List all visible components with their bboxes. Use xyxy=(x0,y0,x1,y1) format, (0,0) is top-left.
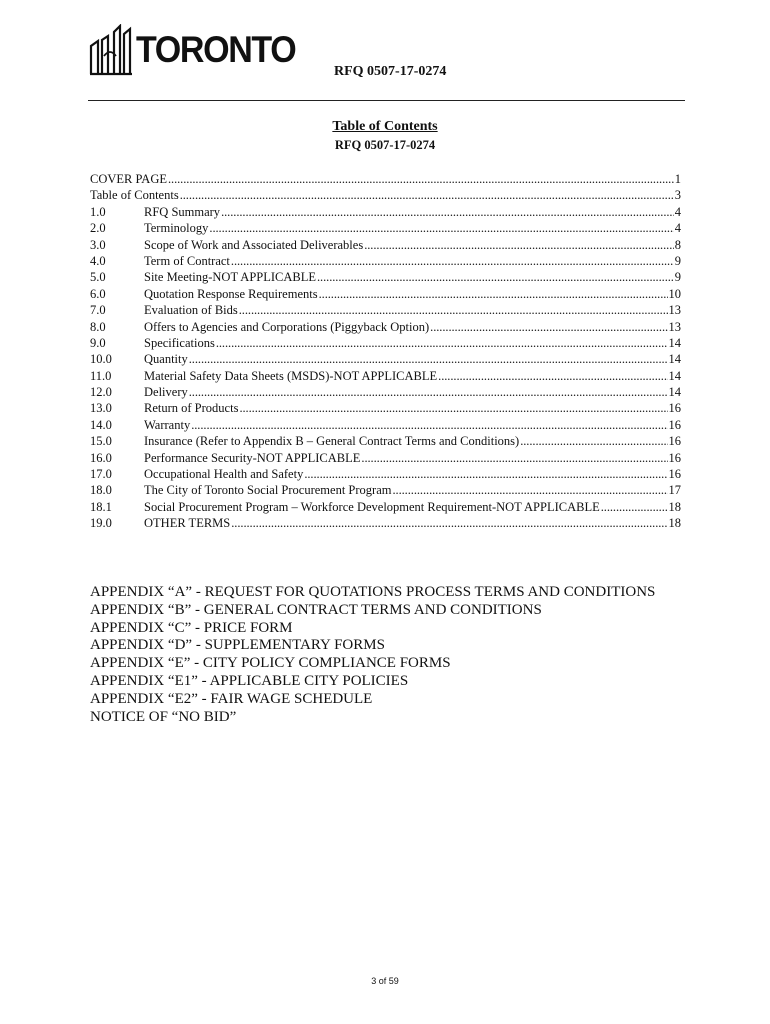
toc-entry-title: The City of Toronto Social Procurement Program xyxy=(144,483,392,498)
toc-entry-title: Social Procurement Program – Workforce Development Requirement-NOT APPLICABLE xyxy=(144,499,600,514)
toc-entry-number: 3.0 xyxy=(90,237,106,252)
appendix-item: APPENDIX “B” - GENERAL CONTRACT TERMS AND CONDITIONS xyxy=(90,601,542,618)
appendix-list xyxy=(90,584,690,726)
toc-entry-page: 16 xyxy=(668,450,681,465)
toc-entry-number: 18.0 xyxy=(90,483,112,498)
toc-entry-page: 16 xyxy=(668,401,681,416)
toc-dot-leader xyxy=(231,253,674,269)
toc-entry-number: 12.0 xyxy=(90,385,112,400)
toc-dot-leader xyxy=(168,171,674,187)
toc-entry[interactable] xyxy=(90,417,681,433)
toc-entry-page: 8 xyxy=(674,237,681,252)
toc-entry-page: 3 xyxy=(674,188,681,203)
toc-entry-title: Occupational Health and Safety xyxy=(144,467,304,482)
toc-dot-leader xyxy=(361,450,667,466)
toc-dot-leader xyxy=(221,204,674,220)
toc-entry[interactable] xyxy=(90,187,681,203)
toc-entry-title: OTHER TERMS xyxy=(144,516,231,531)
toc-entry-number: 11.0 xyxy=(90,368,112,383)
toc-entry[interactable] xyxy=(90,171,681,187)
toc-entry-title: Performance Security-NOT APPLICABLE xyxy=(144,450,361,465)
toc-dot-leader xyxy=(304,466,667,482)
toc-entry-number: 1.0 xyxy=(90,204,106,219)
toc-entry-page: 16 xyxy=(668,434,681,449)
toc-entry-title: RFQ Summary xyxy=(144,204,221,219)
toc-dot-leader xyxy=(189,384,668,400)
appendix-item: APPENDIX “C” - PRICE FORM xyxy=(90,619,293,636)
toc-entry-title: Quantity xyxy=(144,352,188,367)
toc-entry[interactable] xyxy=(90,433,681,449)
toc-dot-leader xyxy=(239,302,668,318)
toc-entry[interactable] xyxy=(90,368,681,384)
toc-entry-page: 14 xyxy=(668,368,681,383)
toc-entry-number: 9.0 xyxy=(90,335,106,350)
appendix-item: APPENDIX “E” - CITY POLICY COMPLIANCE FORMS xyxy=(90,655,451,672)
toc-entry-number: 13.0 xyxy=(90,401,112,416)
toc-subtitle: RFQ 0507-17-0274 xyxy=(334,138,436,152)
toc-entry-title: Term of Contract xyxy=(144,253,230,268)
toc-entry-number: 2.0 xyxy=(90,221,106,236)
toc-entry[interactable] xyxy=(90,450,681,466)
header-rfq-number: RFQ 0507-17-0274 xyxy=(334,64,447,79)
toc-entry[interactable] xyxy=(90,384,681,400)
appendix-item: APPENDIX “D” - SUPPLEMENTARY FORMS xyxy=(90,637,385,654)
toc-entry-title: Offers to Agencies and Corporations (Piggyback Option) xyxy=(144,319,430,334)
toc-entry-title: Table of Contents xyxy=(90,188,179,203)
toc-dot-leader xyxy=(520,433,667,449)
toc-title: Table of Contents xyxy=(332,119,438,134)
toc-entry-page: 14 xyxy=(668,335,681,350)
toc-entry-page: 17 xyxy=(668,483,681,498)
toc-entry[interactable] xyxy=(90,286,681,302)
toc-entry[interactable] xyxy=(90,220,681,236)
logo-wordmark: TORONTO xyxy=(136,29,296,70)
toc-entry-number: 4.0 xyxy=(90,253,106,268)
toc-entry-number: 16.0 xyxy=(90,450,112,465)
toc-entry-page: 16 xyxy=(668,417,681,432)
toc-dot-leader xyxy=(239,400,667,416)
toc-entry-page: 1 xyxy=(674,172,681,186)
toc-entry[interactable] xyxy=(90,253,681,269)
toc-dot-leader xyxy=(209,220,673,236)
toc-entry-title: Quotation Response Requirements xyxy=(144,286,318,301)
toc-entry[interactable] xyxy=(90,204,681,220)
appendix-item: APPENDIX “E1” - APPLICABLE CITY POLICIES xyxy=(90,672,409,689)
toc-dot-leader xyxy=(180,187,674,203)
toc-dot-leader xyxy=(189,351,668,367)
toc-entry-page: 13 xyxy=(668,303,681,318)
toc-entry-number: 7.0 xyxy=(90,303,106,318)
toc-entry-title: Scope of Work and Associated Deliverables xyxy=(144,237,364,252)
toc-entry[interactable] xyxy=(90,515,681,531)
toc-entry-number: 17.0 xyxy=(90,467,112,482)
header-divider xyxy=(88,100,685,101)
toc-entry[interactable] xyxy=(90,302,681,318)
toc-entry[interactable] xyxy=(90,351,681,367)
toc-entry-number: 6.0 xyxy=(90,286,106,301)
toc-entry[interactable] xyxy=(90,237,681,253)
toc-entry-page: 10 xyxy=(668,286,681,301)
table-of-contents xyxy=(90,171,681,532)
toc-entry-title: Delivery xyxy=(144,385,188,400)
toc-entry[interactable] xyxy=(90,269,681,285)
toc-entry-number: 8.0 xyxy=(90,319,106,334)
toc-dot-leader xyxy=(601,499,668,515)
toc-entry-page: 18 xyxy=(668,516,681,531)
toc-entry[interactable] xyxy=(90,319,681,335)
toc-entry-number: 15.0 xyxy=(90,434,112,449)
toc-entry-title: Return of Products xyxy=(144,401,239,416)
toc-entry-title: Site Meeting-NOT APPLICABLE xyxy=(144,270,316,285)
toc-entry-title: Evaluation of Bids xyxy=(144,303,238,318)
toc-entry-page: 13 xyxy=(668,319,681,334)
toc-dot-leader xyxy=(216,335,668,351)
toc-entry[interactable] xyxy=(90,335,681,351)
toc-dot-leader xyxy=(392,482,667,498)
toc-entry-page: 18 xyxy=(668,499,681,514)
toc-entry-number: 14.0 xyxy=(90,417,112,432)
toc-entry-page: 9 xyxy=(674,270,681,285)
toc-entry-title: Terminology xyxy=(144,221,209,236)
toc-entry-page: 4 xyxy=(674,221,681,236)
toc-dot-leader xyxy=(231,515,667,531)
toc-entry-number: 19.0 xyxy=(90,516,112,531)
toc-entry-title: Material Safety Data Sheets (MSDS)-NOT APPLICABLE xyxy=(144,368,438,383)
toc-entry-page: 14 xyxy=(668,385,681,400)
toc-entry-page: 16 xyxy=(668,467,681,482)
toc-entry[interactable] xyxy=(90,499,681,515)
toc-entry[interactable] xyxy=(90,466,681,482)
page-header xyxy=(88,24,685,102)
appendix-item: APPENDIX “E2” - FAIR WAGE SCHEDULE xyxy=(90,690,373,707)
toc-entry-page: 4 xyxy=(674,204,681,219)
toc-entry-title: Specifications xyxy=(144,335,215,350)
toc-entry[interactable] xyxy=(90,400,681,416)
toc-entry-number: 18.1 xyxy=(90,499,112,514)
toc-dot-leader xyxy=(430,319,667,335)
toc-entry-title: Insurance (Refer to Appendix B – General Contract Terms and Conditions) xyxy=(144,434,520,449)
toc-dot-leader xyxy=(317,269,674,285)
appendix-item: NOTICE OF “NO BID” xyxy=(90,708,237,725)
city-hall-icon xyxy=(88,24,136,82)
toc-dot-leader xyxy=(438,368,667,384)
city-of-toronto-logo xyxy=(88,24,296,82)
toc-entry[interactable] xyxy=(90,482,681,498)
toc-entry-title: Warranty xyxy=(144,417,191,432)
appendix-item: APPENDIX “A” - REQUEST FOR QUOTATIONS PROCESS TERMS AND CONDITIONS xyxy=(90,584,656,600)
toc-entry-number: 10.0 xyxy=(90,352,112,367)
toc-dot-leader xyxy=(191,417,667,433)
page-number: 3 of 59 xyxy=(371,976,399,986)
toc-entry-page: 14 xyxy=(668,352,681,367)
toc-dot-leader xyxy=(319,286,668,302)
toc-dot-leader xyxy=(364,237,674,253)
toc-entry-title: COVER PAGE xyxy=(90,172,167,186)
toc-entry-number: 5.0 xyxy=(90,270,106,285)
toc-entry-page: 9 xyxy=(674,253,681,268)
